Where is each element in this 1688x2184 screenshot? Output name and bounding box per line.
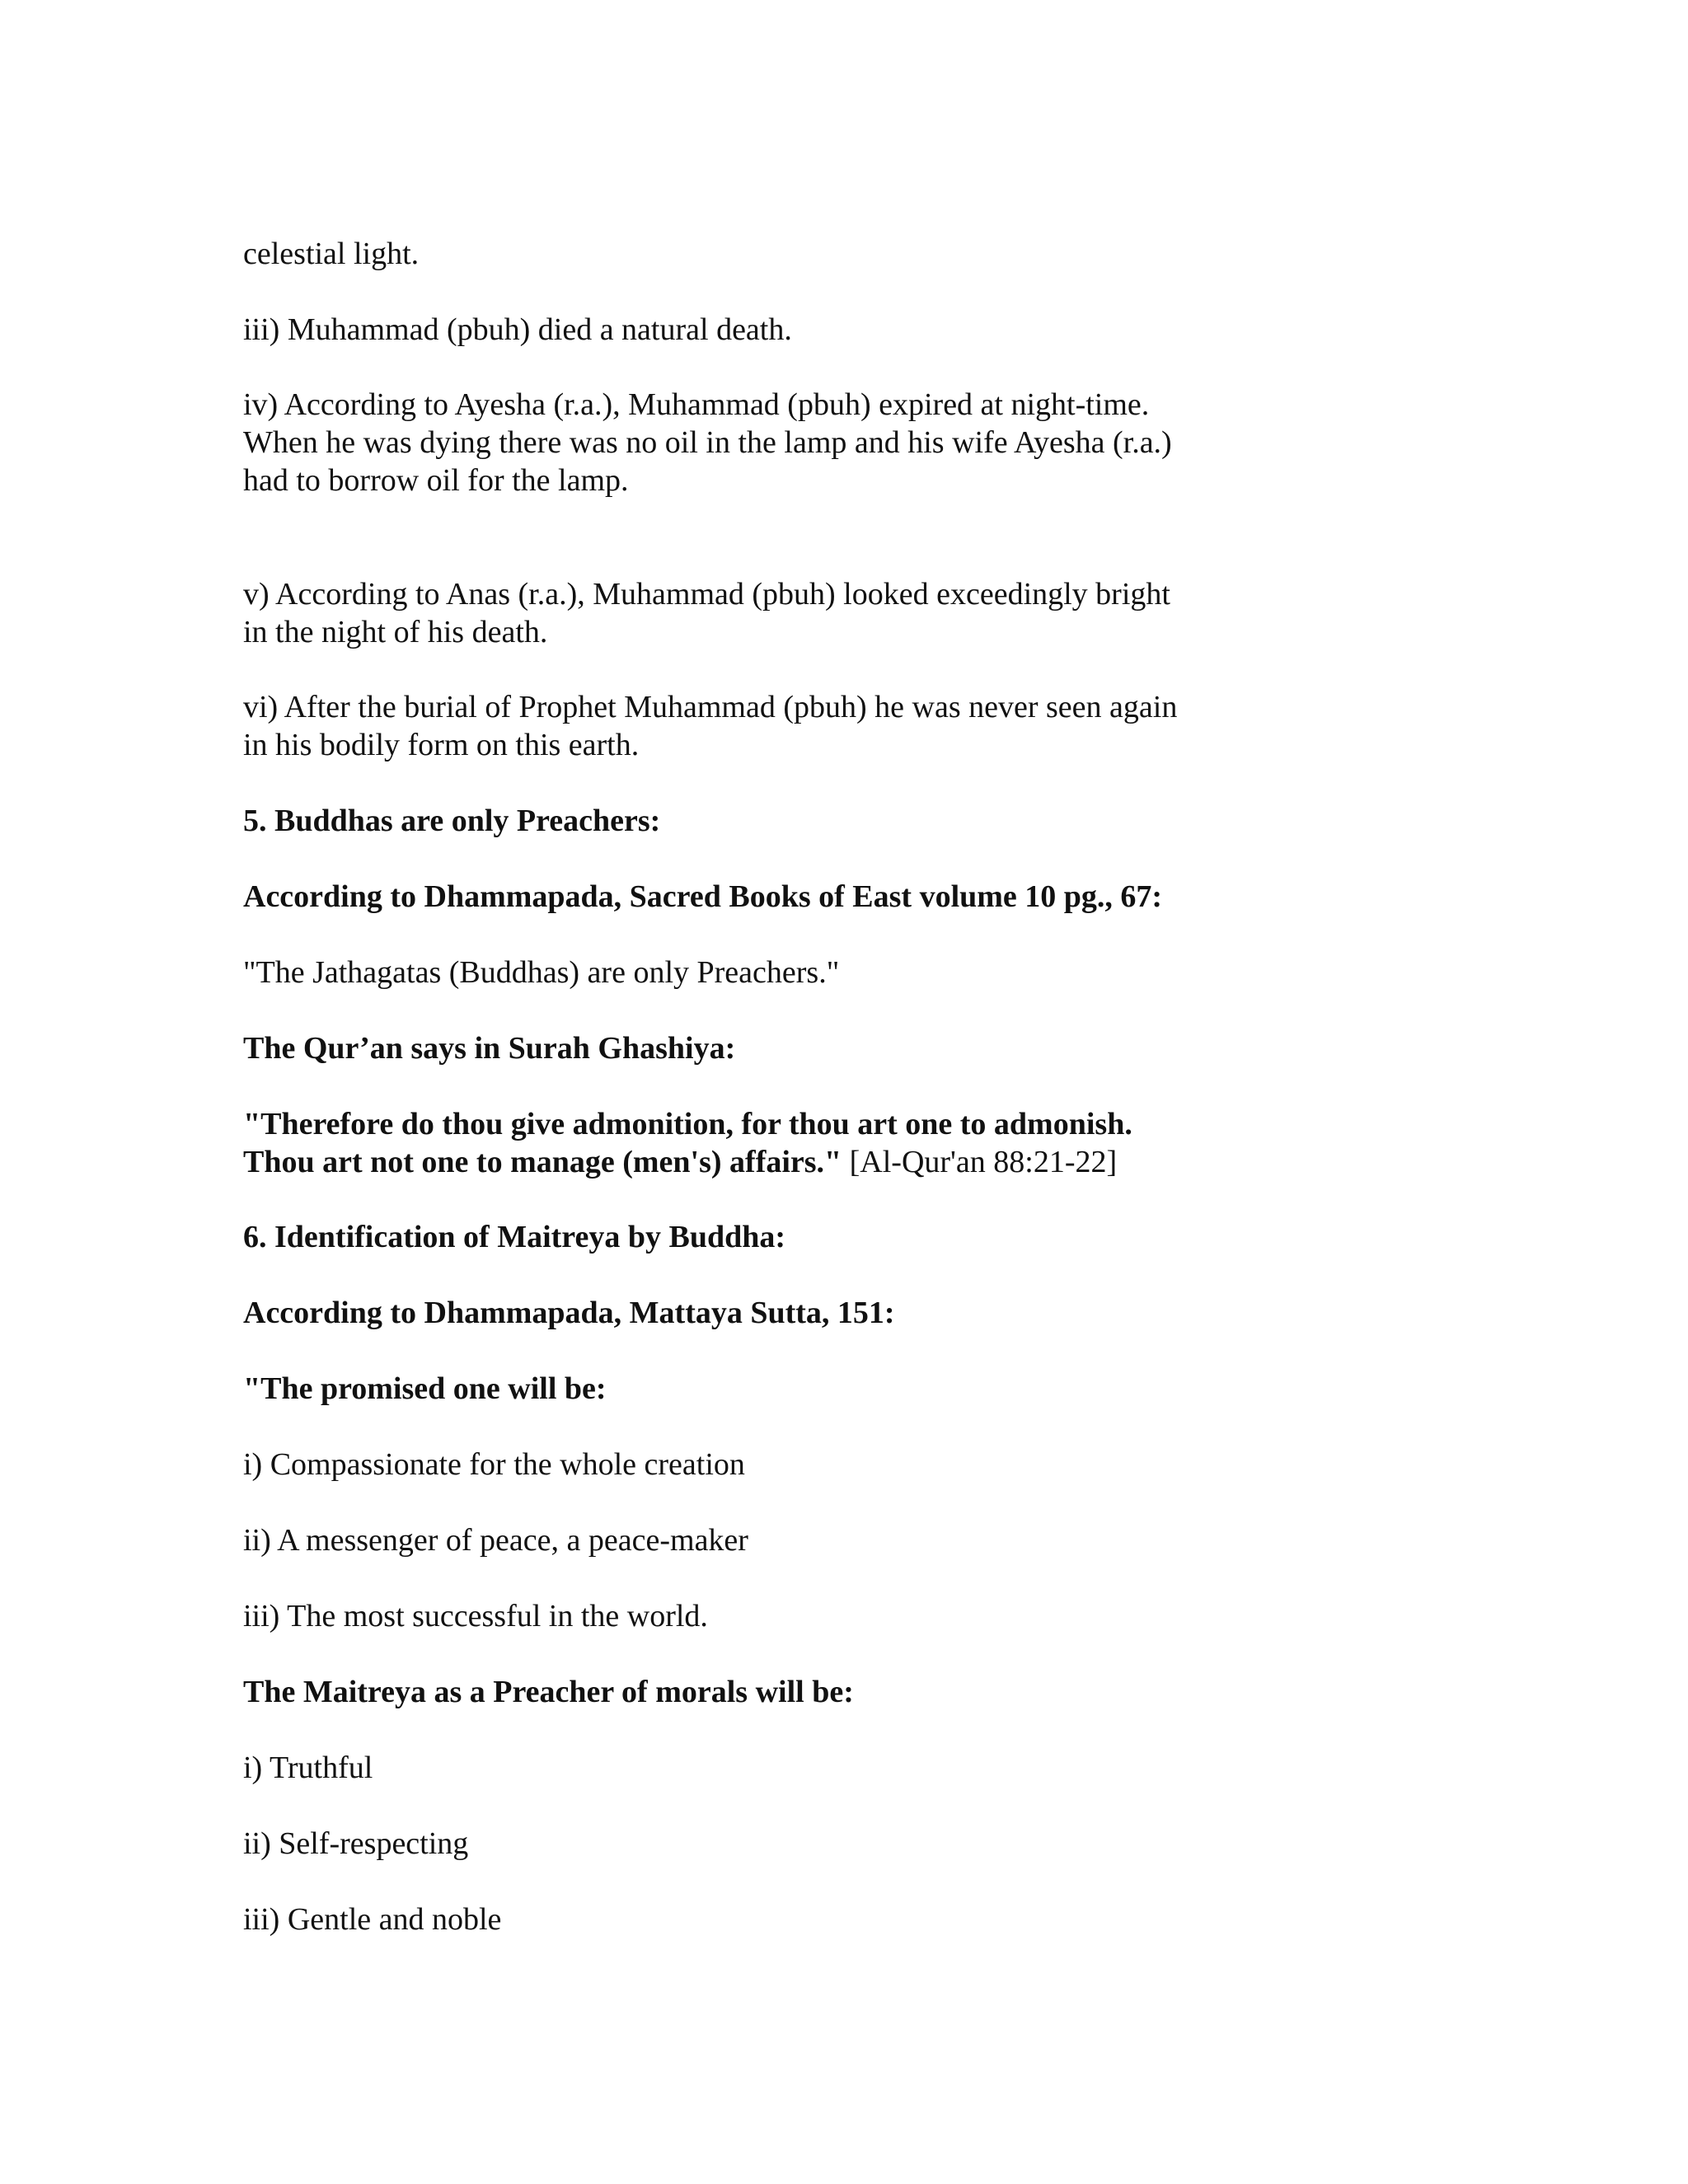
list-item: ii) Self-respecting: [243, 1826, 469, 1861]
text-line: v) According to Anas (r.a.), Muhammad (pbuh) looked exceedingly bright: [243, 577, 1170, 612]
section-heading-6: 6. Identification of Maitreya by Buddha:: [243, 1220, 786, 1254]
paragraph-ayesha: [243, 386, 1172, 499]
quote-line: [243, 1143, 1132, 1181]
text-line: iv) According to Ayesha (r.a.), Muhammad (pbuh) expired at night-time.: [243, 387, 1150, 422]
source-citation-6: According to Dhammapada, Mattaya Sutta, 151:: [243, 1296, 895, 1330]
text-line: When he was dying there was no oil in the lamp and his wife Ayesha (r.a.): [243, 425, 1172, 460]
source-citation-5: According to Dhammapada, Sacred Books of East volume 10 pg., 67:: [243, 879, 1163, 914]
text-line: in his bodily form on this earth.: [243, 728, 640, 762]
paragraph-celestial-light: celestial light.: [243, 237, 420, 271]
paragraph-natural-death: iii) Muhammad (pbuh) died a natural death.: [243, 312, 792, 347]
list-item: ii) A messenger of peace, a peace-maker: [243, 1523, 748, 1558]
text-line: vi) After the burial of Prophet Muhammad (pbuh) he was never seen again: [243, 690, 1178, 724]
section-heading-5: 5. Buddhas are only Preachers:: [243, 804, 661, 838]
text-line: had to borrow oil for the lamp.: [243, 463, 629, 498]
quran-intro: The Qur’an says in Surah Ghashiya:: [243, 1031, 736, 1066]
promised-intro: "The promised one will be:: [243, 1371, 607, 1406]
text-line: in the night of his death.: [243, 615, 548, 649]
list-item: i) Compassionate for the whole creation: [243, 1447, 745, 1482]
quran-reference: [Al-Qur'an 88:21-22]: [842, 1145, 1118, 1179]
paragraph-burial: [243, 688, 1177, 764]
paragraph-anas: [243, 575, 1170, 651]
list-item: iii) Gentle and noble: [243, 1902, 502, 1937]
quran-quote: [243, 1105, 1132, 1181]
list-item: iii) The most successful in the world.: [243, 1599, 708, 1633]
preacher-intro: The Maitreya as a Preacher of morals will be:: [243, 1675, 854, 1709]
list-item: i) Truthful: [243, 1750, 373, 1785]
quote-jathagatas: "The Jathagatas (Buddhas) are only Preachers.": [243, 955, 840, 990]
quote-line: "Therefore do thou give admonition, for thou art one to admonish.: [243, 1107, 1132, 1141]
quote-text: Thou art not one to manage (men's) affairs.": [243, 1145, 842, 1179]
